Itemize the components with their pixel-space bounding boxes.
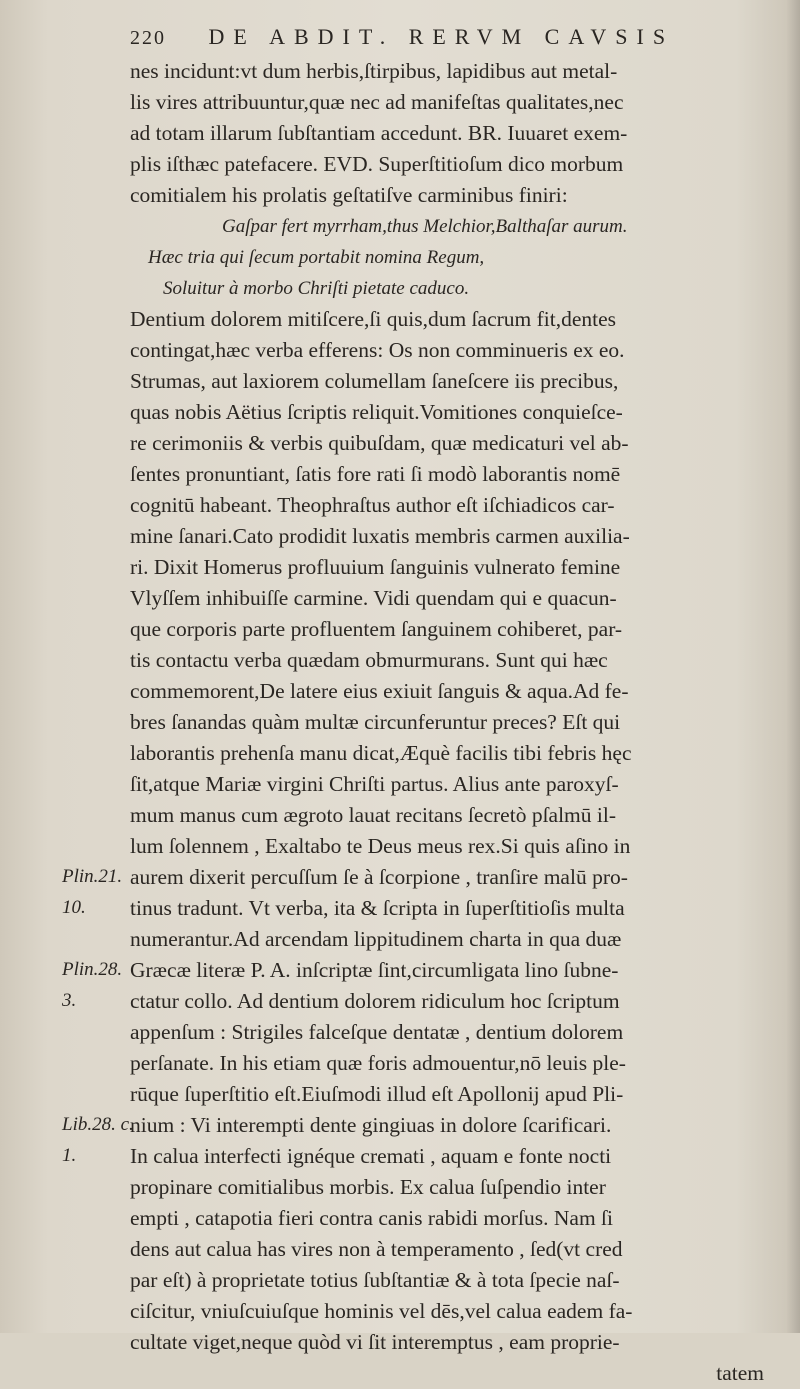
text-line: commemorent,De latere eius exiuit ſanguis & aqua.Ad fe- — [130, 679, 629, 703]
text-line: nes incidunt:vt dum herbis,ſtirpibus, lapidibus aut metal- — [130, 59, 618, 83]
margin-note: Plin.21. — [62, 866, 123, 887]
verse-line: Hæc tria qui ſecum portabit nomina Regum, — [148, 247, 485, 268]
text-line: ctatur collo. Ad dentium dolorem ridiculum hoc ſcriptum — [130, 989, 620, 1013]
text-line: plis iſthæc patefacere. EVD. Superſtitioſum dico morbum — [130, 152, 624, 176]
verse-line: Soluitur à morbo Chriſti pietate caduco. — [163, 278, 470, 299]
text-line: comitialem his prolatis geſtatiſve carminibus finiri: — [130, 183, 568, 207]
text-line: appenſum : Strigiles falceſque dentatæ , dentium dolorem — [130, 1020, 624, 1044]
text-line: nium : Vi interempti dente gingiuas in dolore ſcarificari. — [130, 1113, 612, 1137]
text-line: ſentes pronuntiant, ſatis fore rati ſi modò laborantis nomē — [130, 462, 621, 486]
text-line: quas nobis Aëtius ſcriptis reliquit.Vomitiones conquieſce- — [130, 400, 623, 424]
text-line: Dentium dolorem mitiſcere,ſi quis,dum ſacrum fit,dentes — [130, 307, 617, 331]
text-line: cultate viget,neque quòd vi ſit interemptus , eam proprie- — [130, 1330, 620, 1354]
page-number: 220 — [130, 27, 166, 49]
text-line: empti , catapotia fieri contra canis rabidi morſus. Nam ſi — [130, 1206, 613, 1230]
margin-note: 3. — [62, 990, 77, 1011]
text-line: cognitū habeant. Theophraſtus author eſt iſchiadicos car- — [130, 493, 615, 517]
text-line: tatem — [716, 1361, 764, 1385]
margin-note: Plin.28. — [62, 959, 123, 980]
text-line: ri. Dixit Homerus profluuium ſanguinis vulnerato femine — [130, 555, 621, 579]
running-title: DE ABDIT. RERVM CAVSIS — [208, 24, 675, 49]
text-line: In calua interfecti ignéque cremati , aquam e fonte nocti — [130, 1144, 612, 1168]
text-line: lis vires attribuuntur,quæ nec ad manifeſtas qualitates,nec — [130, 90, 624, 114]
text-line: ad totam illarum ſubſtantiam accedunt. BR. Iuuaret exem- — [130, 121, 628, 145]
text-line: lum ſolennem , Exaltabo te Deus meus rex.Si quis aſino in — [130, 834, 631, 858]
text-line: par eſt) à proprietate totius ſubſtantiæ & à tota ſpecie naſ- — [130, 1268, 620, 1292]
margin-note: 10. — [62, 897, 86, 918]
text-line: dens aut calua has vires non à temperamento , ſed(vt cred — [130, 1237, 623, 1261]
text-line: ſit,atque Mariæ virgini Chriſti partus. Alius ante paroxyſ- — [130, 772, 619, 796]
body-text — [130, 56, 770, 1389]
text-line: ciſcitur, vniuſcuiuſque hominis vel dēs,vel calua eadem fa- — [130, 1299, 633, 1323]
text-line: Strumas, aut laxiorem columellam ſaneſcere iis precibus, — [130, 369, 619, 393]
text-line: propinare comitialibus morbis. Ex calua ſuſpendio inter — [130, 1175, 606, 1199]
text-line: rūque ſuperſtitio eſt.Eiuſmodi illud eſt Apollonij apud Pli- — [130, 1082, 624, 1106]
text-line: aurem dixerit percuſſum ſe à ſcorpione , tranſire malū pro- — [130, 865, 628, 889]
text-line: Vlyſſem inhibuiſſe carmine. Vidi quendam qui e quacun- — [130, 586, 617, 610]
text-line: contingat,hæc verba efferens: Os non comminueris ex eo. — [130, 338, 625, 362]
text-line: laborantis prehenſa manu dicat,Æquè facilis tibi febris hęc — [130, 741, 632, 765]
text-line: mine ſanari.Cato prodidit luxatis membris carmen auxilia- — [130, 524, 630, 548]
text-line: Græcæ literæ P. A. inſcriptæ ſint,circumligata lino ſubne- — [130, 958, 619, 982]
margin-note: 1. — [62, 1145, 77, 1166]
verse-line: Gaſpar fert myrrham,thus Melchior,Balthaſar aurum. — [222, 216, 628, 237]
text-line: bres ſanandas quàm multæ circunferuntur preces? Eſt qui — [130, 710, 621, 734]
text-line: numerantur.Ad arcendam lippitudinem charta in qua duæ — [130, 927, 622, 951]
page-edge-shadow — [786, 0, 800, 1333]
margin-note: Lib.28. c. — [62, 1114, 134, 1135]
text-line: mum manus cum ægroto lauat recitans ſecretò pſalmū il- — [130, 803, 617, 827]
text-line: tinus tradunt. Vt verba, ita & ſcripta in ſuperſtitioſis multa — [130, 896, 625, 920]
text-line: que corporis parte profluentem ſanguinem cohiberet, par- — [130, 617, 623, 641]
text-line: perſanate. In his etiam quæ foris admouentur,nō leuis ple- — [130, 1051, 626, 1075]
text-line: tis contactu verba quædam obmurmurans. Sunt qui hæc — [130, 648, 608, 672]
text-line: re cerimoniis & verbis quibuſdam, quæ medicaturi vel ab- — [130, 431, 629, 455]
